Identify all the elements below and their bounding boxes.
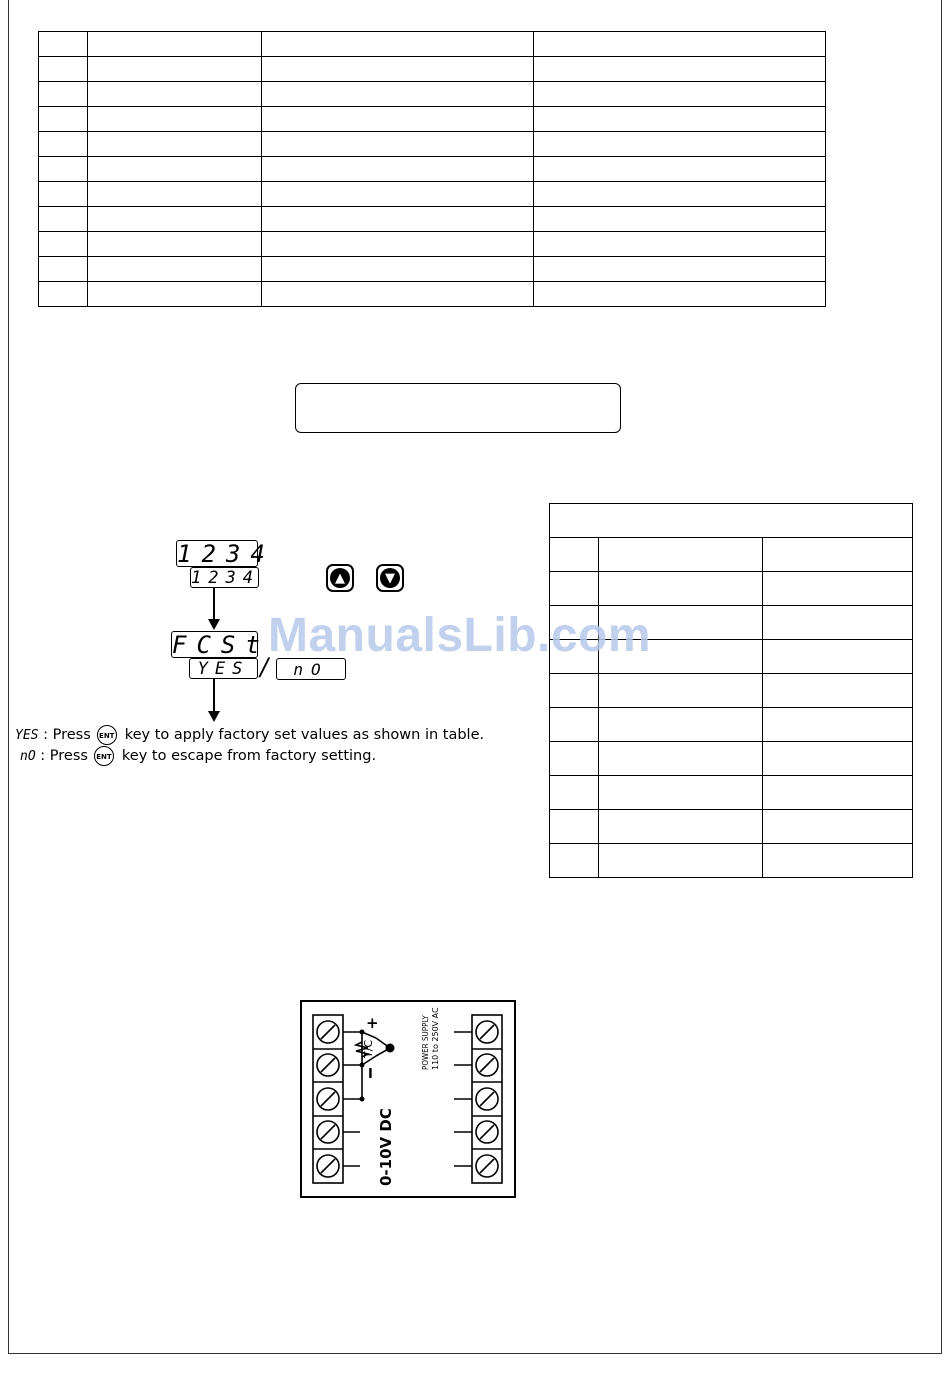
tc-minus-label: I: [368, 1067, 373, 1082]
flow-arrow-2-head: [208, 711, 220, 722]
tc-sensor-label: T/C: [362, 1039, 375, 1058]
down-key-button[interactable]: [376, 564, 404, 592]
down-arrow-icon: ▼: [380, 568, 400, 588]
factory-settings-table: [549, 503, 913, 878]
note-no-code: nO: [20, 749, 36, 764]
terminal-block-svg: [302, 1002, 514, 1196]
note-yes-text: key to apply factory set values as shown in table.: [124, 727, 485, 743]
fcst-display: FCSt: [172, 630, 270, 659]
watermark: ManualsLib.com: [268, 609, 652, 662]
parameter-table: [38, 31, 826, 307]
sv-display: 1234: [191, 567, 260, 588]
section-heading-box: [295, 383, 621, 433]
note-no-text: key to escape from factory setting.: [121, 748, 377, 764]
flow-arrow-2: [213, 679, 215, 712]
output-label: 0-10V DC: [377, 1108, 395, 1186]
pv-display: 1234: [177, 539, 275, 568]
note-yes-code: YES: [15, 728, 39, 743]
note-yes: [15, 725, 484, 745]
flow-arrow-1: [213, 588, 215, 620]
enter-key-icon: ENT: [94, 746, 114, 766]
tc-plus-label: +: [366, 1014, 379, 1032]
up-arrow-icon: ▲: [330, 568, 350, 588]
option-separator: /: [260, 653, 269, 681]
up-key-button[interactable]: [326, 564, 354, 592]
enter-key-icon: ENT: [97, 725, 117, 745]
power-range-label: 110 to 250V AC: [431, 1007, 440, 1070]
flow-arrow-1-head: [208, 619, 220, 630]
wiring-diagram: [300, 1000, 516, 1198]
power-supply-label: POWER SUPPLY: [421, 1015, 430, 1070]
note-no-press: : Press: [35, 748, 88, 764]
note-no: [20, 746, 376, 766]
yes-display: YES: [189, 658, 258, 679]
note-yes-press: : Press: [38, 727, 91, 743]
no-display: nO: [276, 658, 346, 680]
